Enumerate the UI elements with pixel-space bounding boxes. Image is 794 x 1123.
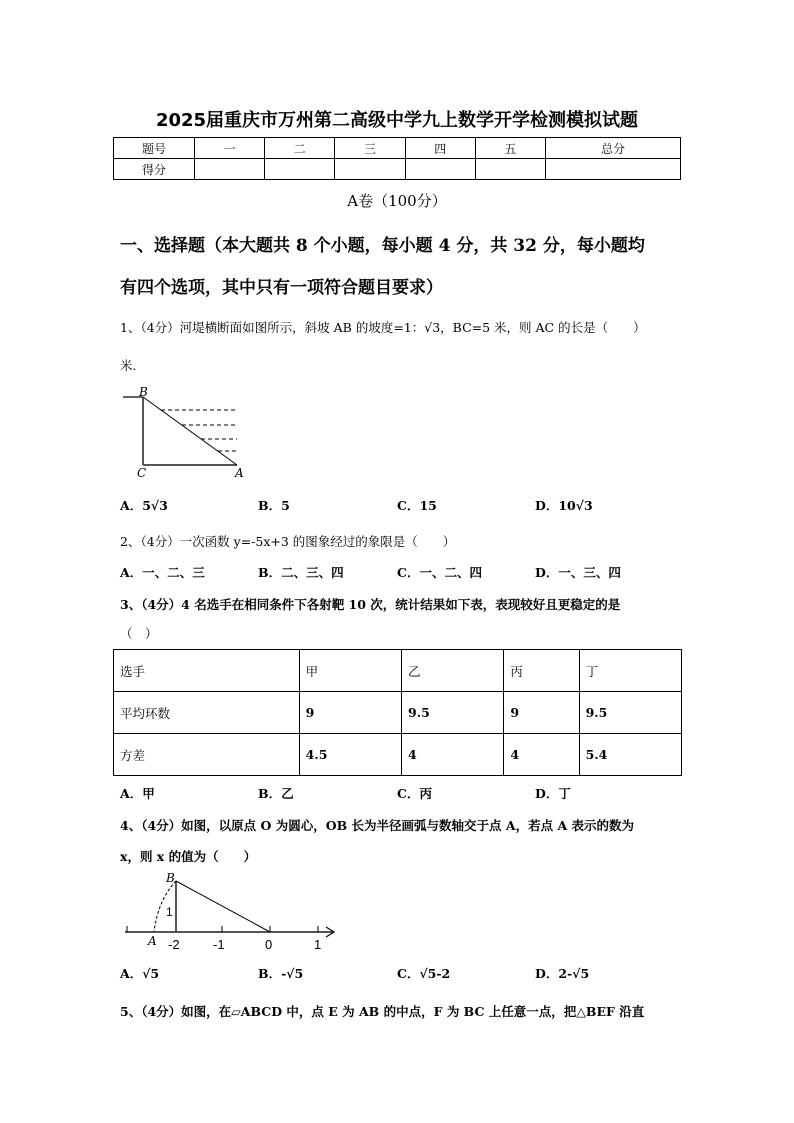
option-d: D．10√3 xyxy=(535,498,593,513)
exam-title: 2025届重庆市万州第二高级中学九上数学开学检测模拟试题 xyxy=(155,110,639,131)
question-1-cont: 米. xyxy=(120,358,137,373)
table-cell: 4 xyxy=(504,734,579,776)
table-cell: 得分 xyxy=(114,159,195,180)
option-b: B．-√5 xyxy=(258,966,304,981)
table-cell: 五 xyxy=(475,138,545,159)
option-d: D．一、三、四 xyxy=(535,565,621,580)
table-cell: 四 xyxy=(405,138,475,159)
table-cell: 9 xyxy=(299,692,401,734)
table-cell: 方差 xyxy=(114,734,300,776)
option-a: A．5√3 xyxy=(120,498,168,513)
table-cell: 丁 xyxy=(579,650,681,692)
part-heading: A卷（100分） xyxy=(347,192,447,210)
label-a: A xyxy=(235,466,244,480)
tick-label: -1 xyxy=(213,937,225,952)
question-2: 2、（4分）一次函数 y=-5x+3 的图象经过的象限是（ ） xyxy=(120,534,456,549)
question-3: 3、（4分）4 名选手在相同条件下各射靶 10 次，统计结果如下表，表现较好且更稳定的是 xyxy=(120,597,621,612)
option-d: D．丁 xyxy=(535,786,571,801)
label-b: B xyxy=(166,871,175,885)
option-c: C．15 xyxy=(397,498,437,513)
label-c: C xyxy=(137,466,147,480)
option-c: C．一、二、四 xyxy=(397,565,482,580)
table-cell: 选手 xyxy=(114,650,300,692)
table-cell: 4 xyxy=(402,734,504,776)
label-a: A xyxy=(148,934,157,948)
table-cell: 9.5 xyxy=(402,692,504,734)
option-a: A．√5 xyxy=(120,966,160,981)
table-cell: 甲 xyxy=(299,650,401,692)
section-heading: 一、选择题（本大题共 8 个小题，每小题 4 分，共 32 分，每小题均 xyxy=(120,236,645,256)
table-cell: 总分 xyxy=(546,138,681,159)
table-cell: 平均环数 xyxy=(114,692,300,734)
option-b: B．5 xyxy=(258,498,290,513)
label-b: B xyxy=(139,385,148,399)
table-cell: 乙 xyxy=(402,650,504,692)
table-cell: 一 xyxy=(195,138,265,159)
question-5: 5、（4分）如图，在▱ABCD 中，点 E 为 AB 的中点，F 为 BC 上任意一点，把△BEF 沿直 xyxy=(120,1004,645,1019)
tick-label: 1 xyxy=(314,937,322,952)
table-cell: 题号 xyxy=(114,138,195,159)
table-cell: 二 xyxy=(265,138,335,159)
option-a: A．一、二、三 xyxy=(120,565,205,580)
question-3-cont: （ ） xyxy=(120,626,158,641)
question-4-cont: x，则 x 的值为（ ） xyxy=(120,849,257,864)
table-cell: 三 xyxy=(335,138,405,159)
option-c: C．√5-2 xyxy=(397,966,451,981)
question-1: 1、（4分）河堤横断面如图所示，斜坡 AB 的坡度=1：√3，BC=5 米，则 AC 的长是（ ） xyxy=(120,320,646,335)
option-b: B．二、三、四 xyxy=(258,565,344,580)
label-one: 1 xyxy=(166,905,173,919)
tick-label: 0 xyxy=(265,937,273,952)
question-4: 4、（4分）如图，以原点 O 为圆心，OB 长为半径画弧与数轴交于点 A，若点 A 表示的数为 xyxy=(120,818,634,833)
option-b: B．乙 xyxy=(258,786,294,801)
table-cell: 5.4 xyxy=(579,734,681,776)
option-a: A．甲 xyxy=(120,786,155,801)
table-cell: 丙 xyxy=(504,650,579,692)
option-c: C．丙 xyxy=(397,786,432,801)
tick-label: -2 xyxy=(168,937,180,952)
section-heading-cont: 有四个选项，其中只有一项符合题目要求） xyxy=(120,278,443,298)
table-cell: 9 xyxy=(504,692,579,734)
table-cell: 4.5 xyxy=(299,734,401,776)
option-d: D．2-√5 xyxy=(535,966,590,981)
table-cell: 9.5 xyxy=(579,692,681,734)
